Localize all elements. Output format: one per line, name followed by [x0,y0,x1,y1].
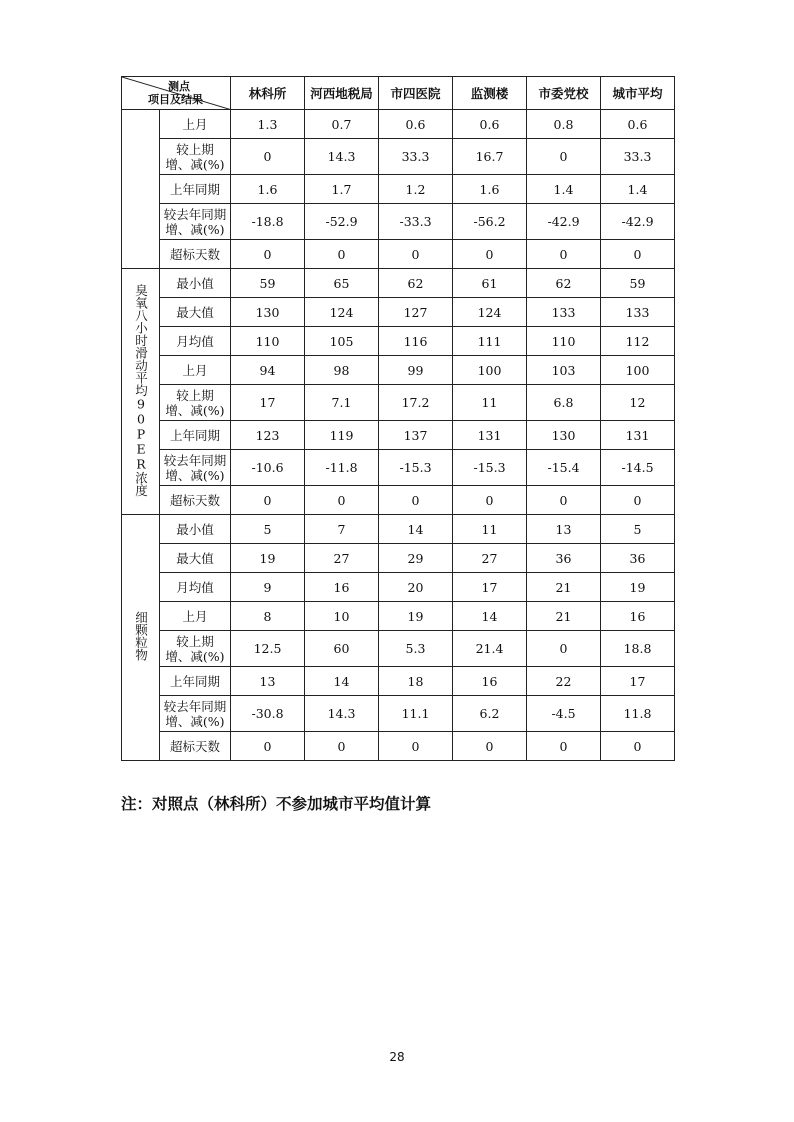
value-cell: 60 [305,631,379,667]
value-cell: 11.8 [601,696,675,732]
value-cell: -52.9 [305,204,379,240]
value-cell: 130 [527,421,601,450]
value-cell: 0 [601,240,675,269]
row-label: 上月 [160,356,231,385]
station-header: 市委党校 [527,77,601,110]
value-cell: 1.2 [379,175,453,204]
value-cell: 36 [527,544,601,573]
table-row [122,573,675,602]
row-label: 较上期 增、减(%) [160,139,231,175]
value-cell: 127 [379,298,453,327]
value-cell: 14 [305,667,379,696]
table-row [122,544,675,573]
row-label: 较上期 增、减(%) [160,385,231,421]
table-row [122,696,675,732]
table-body [122,110,675,761]
value-cell: 17.2 [379,385,453,421]
value-cell: 13 [231,667,305,696]
table-row [122,110,675,139]
value-cell: 0 [453,732,527,761]
table-row [122,631,675,667]
value-cell: -56.2 [453,204,527,240]
value-cell: -4.5 [527,696,601,732]
value-cell: -15.3 [453,450,527,486]
value-cell: 100 [453,356,527,385]
row-label: 上年同期 [160,175,231,204]
station-header: 市四医院 [379,77,453,110]
row-label: 上年同期 [160,421,231,450]
value-cell: 5 [231,515,305,544]
row-label: 超标天数 [160,240,231,269]
value-cell: 133 [527,298,601,327]
value-cell: 103 [527,356,601,385]
value-cell: 19 [231,544,305,573]
value-cell: 112 [601,327,675,356]
value-cell: -30.8 [231,696,305,732]
page-number: 28 [389,1050,405,1064]
value-cell: -15.4 [527,450,601,486]
value-cell: 124 [305,298,379,327]
value-cell: 0 [305,486,379,515]
value-cell: 10 [305,602,379,631]
value-cell: 11 [453,515,527,544]
row-label: 月均值 [160,573,231,602]
value-cell: 62 [527,269,601,298]
value-cell: 1.3 [231,110,305,139]
value-cell: 130 [231,298,305,327]
value-cell: 17 [453,573,527,602]
value-cell: 124 [453,298,527,327]
table-row [122,327,675,356]
row-label: 月均值 [160,327,231,356]
value-cell: 99 [379,356,453,385]
value-cell: 0 [601,732,675,761]
value-cell: 20 [379,573,453,602]
value-cell: 11.1 [379,696,453,732]
row-label: 超标天数 [160,486,231,515]
value-cell: 119 [305,421,379,450]
row-label: 上年同期 [160,667,231,696]
value-cell: 0 [231,732,305,761]
corner-cell [122,77,231,110]
value-cell: 17 [231,385,305,421]
value-cell: 16 [305,573,379,602]
value-cell: 0 [527,631,601,667]
station-header: 林科所 [231,77,305,110]
table-row [122,515,675,544]
value-cell: 12 [601,385,675,421]
value-cell: 0 [527,486,601,515]
group-label-cell [122,269,160,515]
corner-top-label: 测点 [168,80,190,93]
value-cell: -42.9 [527,204,601,240]
value-cell: 5.3 [379,631,453,667]
table-row [122,269,675,298]
corner-bottom-label: 项目及结果 [148,93,203,106]
value-cell: 0 [231,139,305,175]
value-cell: 0 [601,486,675,515]
value-cell: 5 [601,515,675,544]
value-cell: 0.8 [527,110,601,139]
row-label: 最小值 [160,269,231,298]
value-cell: 8 [231,602,305,631]
value-cell: 33.3 [379,139,453,175]
row-label: 较去年同期 增、减(%) [160,696,231,732]
row-label: 上月 [160,602,231,631]
value-cell: 14 [453,602,527,631]
value-cell: 16.7 [453,139,527,175]
row-label: 超标天数 [160,732,231,761]
value-cell: 0.6 [453,110,527,139]
group-label: 臭氧八小时滑动平均90PER浓度 [133,283,149,497]
value-cell: 0 [379,732,453,761]
table-row [122,175,675,204]
value-cell: 110 [231,327,305,356]
value-cell: 1.4 [527,175,601,204]
value-cell: 1.4 [601,175,675,204]
value-cell: 0 [527,732,601,761]
value-cell: 131 [453,421,527,450]
value-cell: 16 [453,667,527,696]
value-cell: 0 [305,240,379,269]
footnote: 注：对照点（林科所）不参加城市平均值计算 [121,795,432,813]
station-header: 河西地税局 [305,77,379,110]
value-cell: 18.8 [601,631,675,667]
value-cell: 0 [231,486,305,515]
value-cell: 12.5 [231,631,305,667]
value-cell: 22 [527,667,601,696]
row-label: 最大值 [160,298,231,327]
value-cell: 6.2 [453,696,527,732]
row-label: 最小值 [160,515,231,544]
value-cell: 94 [231,356,305,385]
value-cell: 36 [601,544,675,573]
value-cell: 27 [305,544,379,573]
value-cell: 0 [379,486,453,515]
table-row [122,602,675,631]
value-cell: 18 [379,667,453,696]
value-cell: 13 [527,515,601,544]
value-cell: 19 [379,602,453,631]
value-cell: 111 [453,327,527,356]
table-row [122,385,675,421]
value-cell: 0 [527,240,601,269]
value-cell: 9 [231,573,305,602]
value-cell: 0 [305,732,379,761]
value-cell: -42.9 [601,204,675,240]
group-label-cell [122,110,160,269]
group-label: 细颗粒物 [133,611,149,661]
row-label: 上月 [160,110,231,139]
value-cell: -11.8 [305,450,379,486]
row-label: 较去年同期 增、减(%) [160,450,231,486]
station-header: 城市平均 [601,77,675,110]
value-cell: 133 [601,298,675,327]
table-row [122,139,675,175]
value-cell: 19 [601,573,675,602]
value-cell: 0 [231,240,305,269]
table-row [122,732,675,761]
value-cell: 7 [305,515,379,544]
value-cell: 116 [379,327,453,356]
value-cell: 110 [527,327,601,356]
value-cell: 62 [379,269,453,298]
value-cell: 59 [601,269,675,298]
value-cell: 137 [379,421,453,450]
value-cell: 14.3 [305,696,379,732]
table-row [122,486,675,515]
value-cell: 0.6 [379,110,453,139]
value-cell: 16 [601,602,675,631]
row-label: 较上期 增、减(%) [160,631,231,667]
value-cell: -18.8 [231,204,305,240]
header-row [122,77,675,110]
value-cell: 59 [231,269,305,298]
value-cell: -14.5 [601,450,675,486]
value-cell: -15.3 [379,450,453,486]
value-cell: 0 [527,139,601,175]
value-cell: 0.7 [305,110,379,139]
value-cell: 7.1 [305,385,379,421]
value-cell: 14.3 [305,139,379,175]
value-cell: 98 [305,356,379,385]
value-cell: 11 [453,385,527,421]
table-row [122,204,675,240]
value-cell: 29 [379,544,453,573]
value-cell: 0.6 [601,110,675,139]
table-row [122,667,675,696]
group-label-cell [122,515,160,761]
table-row [122,450,675,486]
air-quality-table [121,76,675,761]
value-cell: 131 [601,421,675,450]
value-cell: 17 [601,667,675,696]
value-cell: 21 [527,602,601,631]
station-header: 监测楼 [453,77,527,110]
value-cell: 1.6 [453,175,527,204]
value-cell: 27 [453,544,527,573]
value-cell: -10.6 [231,450,305,486]
value-cell: -33.3 [379,204,453,240]
value-cell: 123 [231,421,305,450]
value-cell: 21.4 [453,631,527,667]
value-cell: 0 [453,486,527,515]
value-cell: 33.3 [601,139,675,175]
value-cell: 61 [453,269,527,298]
value-cell: 65 [305,269,379,298]
value-cell: 6.8 [527,385,601,421]
value-cell: 0 [379,240,453,269]
value-cell: 1.6 [231,175,305,204]
table-row [122,298,675,327]
table-row [122,356,675,385]
value-cell: 14 [379,515,453,544]
value-cell: 1.7 [305,175,379,204]
table-row [122,421,675,450]
value-cell: 105 [305,327,379,356]
row-label: 较去年同期 增、减(%) [160,204,231,240]
table-row [122,240,675,269]
value-cell: 21 [527,573,601,602]
value-cell: 0 [453,240,527,269]
row-label: 最大值 [160,544,231,573]
value-cell: 100 [601,356,675,385]
